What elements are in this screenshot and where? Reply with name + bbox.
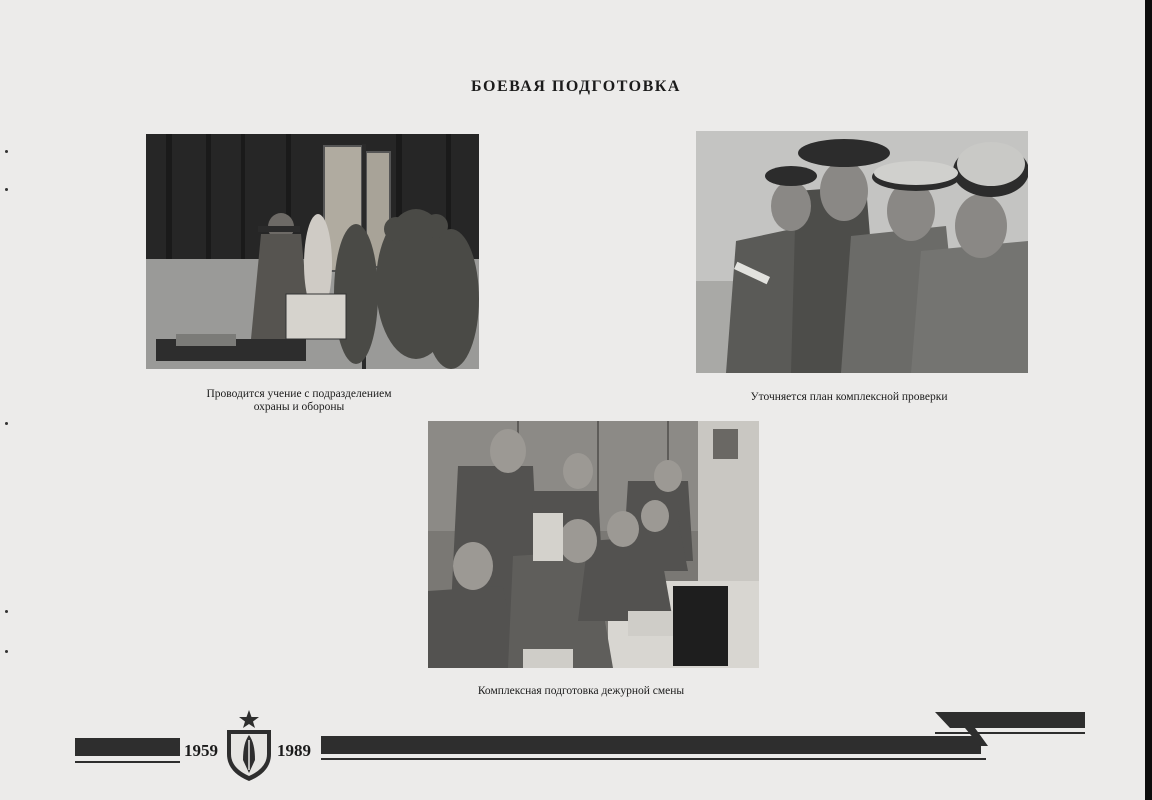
page-title: БОЕВАЯ ПОДГОТОВКА xyxy=(471,78,681,95)
caption-line: Проводится учение с подразделением xyxy=(206,388,392,400)
scan-edge xyxy=(1145,0,1152,800)
rocket-emblem-icon xyxy=(224,710,274,782)
margin-mark xyxy=(5,188,8,191)
caption-inspection-plan: Уточняется план комплексной проверки xyxy=(750,391,948,403)
footer-line-right xyxy=(321,758,986,760)
footer-bar-right xyxy=(321,736,981,754)
photo-duty-shift xyxy=(428,421,759,668)
margin-mark xyxy=(5,650,8,653)
margin-mark xyxy=(5,150,8,153)
margin-mark xyxy=(5,610,8,613)
caption-line: охраны и обороны xyxy=(253,401,345,413)
caption-field-exercise xyxy=(146,388,452,414)
footer-ribbon xyxy=(920,712,1090,762)
photo-field-exercise xyxy=(146,134,479,369)
footer-bar-left xyxy=(75,738,180,756)
footer-line-left xyxy=(75,761,180,763)
photo-inspection-plan xyxy=(696,131,1028,373)
year-start: 1959 xyxy=(184,741,218,760)
year-end: 1989 xyxy=(277,741,311,760)
caption-duty-shift: Комплексная подготовка дежурной смены xyxy=(477,685,685,697)
margin-mark xyxy=(5,422,8,425)
